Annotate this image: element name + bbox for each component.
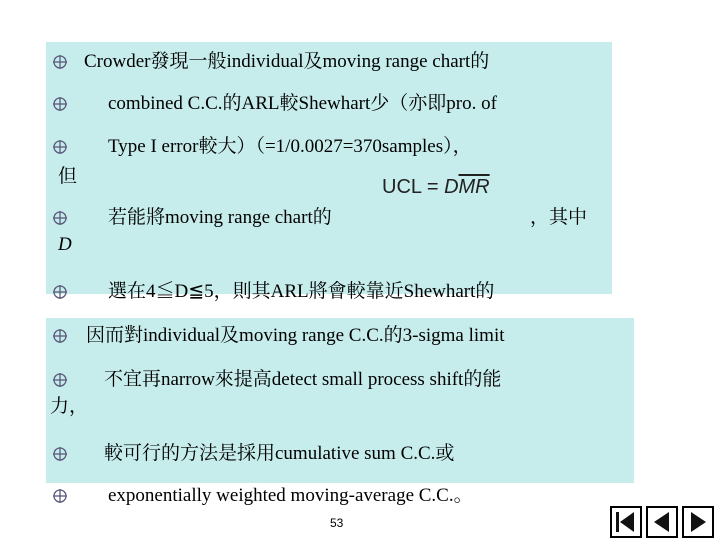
text-panel-top [46,42,612,294]
bullet-icon [52,446,68,462]
formula-lhs: UCL = [382,176,445,198]
formula-d: D [444,176,459,198]
bullet-icon [52,139,68,155]
bullet-icon [52,328,68,344]
bullet-icon [52,210,68,226]
first-slide-button[interactable] [610,506,642,538]
bullet-text: Type I error較大）（=1/0.0027=370samples）， [108,136,472,157]
first-slide-icon [612,508,640,536]
prev-slide-icon [648,508,676,536]
bullet-text: 若能將moving range chart的 [108,207,332,228]
bullet-icon [52,488,68,504]
bullet-icon [52,54,68,70]
bullet-icon [52,284,68,300]
bullet-text: exponentially weighted moving-average C.C.。 [108,485,473,506]
prev-slide-button[interactable] [646,506,678,538]
bullet-icon [52,96,68,112]
bullet-text: 選在4≦D≦5，則其ARL將會較靠近Shewhart的 [108,281,495,302]
ucl-formula [382,176,490,199]
formula-mr: $\overline{MR}$ [458,176,490,198]
bullet-icon [52,372,68,388]
next-slide-icon [684,508,712,536]
wrapped-text: D [58,234,72,255]
bullet-text: Crowder發現一般individual及moving range chart的 [84,51,490,72]
bullet-text: combined C.C.的ARL較Shewhart少（亦即pro. of [108,93,497,114]
next-slide-button[interactable] [682,506,714,538]
wrapped-text: 但 [58,166,78,187]
page-number: 53 [330,516,344,530]
wrapped-text: 力， [50,396,89,417]
bullet-text-tail: ，其中 [530,207,588,228]
bullet-text: 較可行的方法是採用cumulative sum C.C.或 [104,443,455,464]
bullet-text: 不宜再narrow來提高detect small process shift的能 [104,369,502,390]
bullet-text: 因而對individual及moving range C.C.的3-sigma limit [86,325,505,346]
